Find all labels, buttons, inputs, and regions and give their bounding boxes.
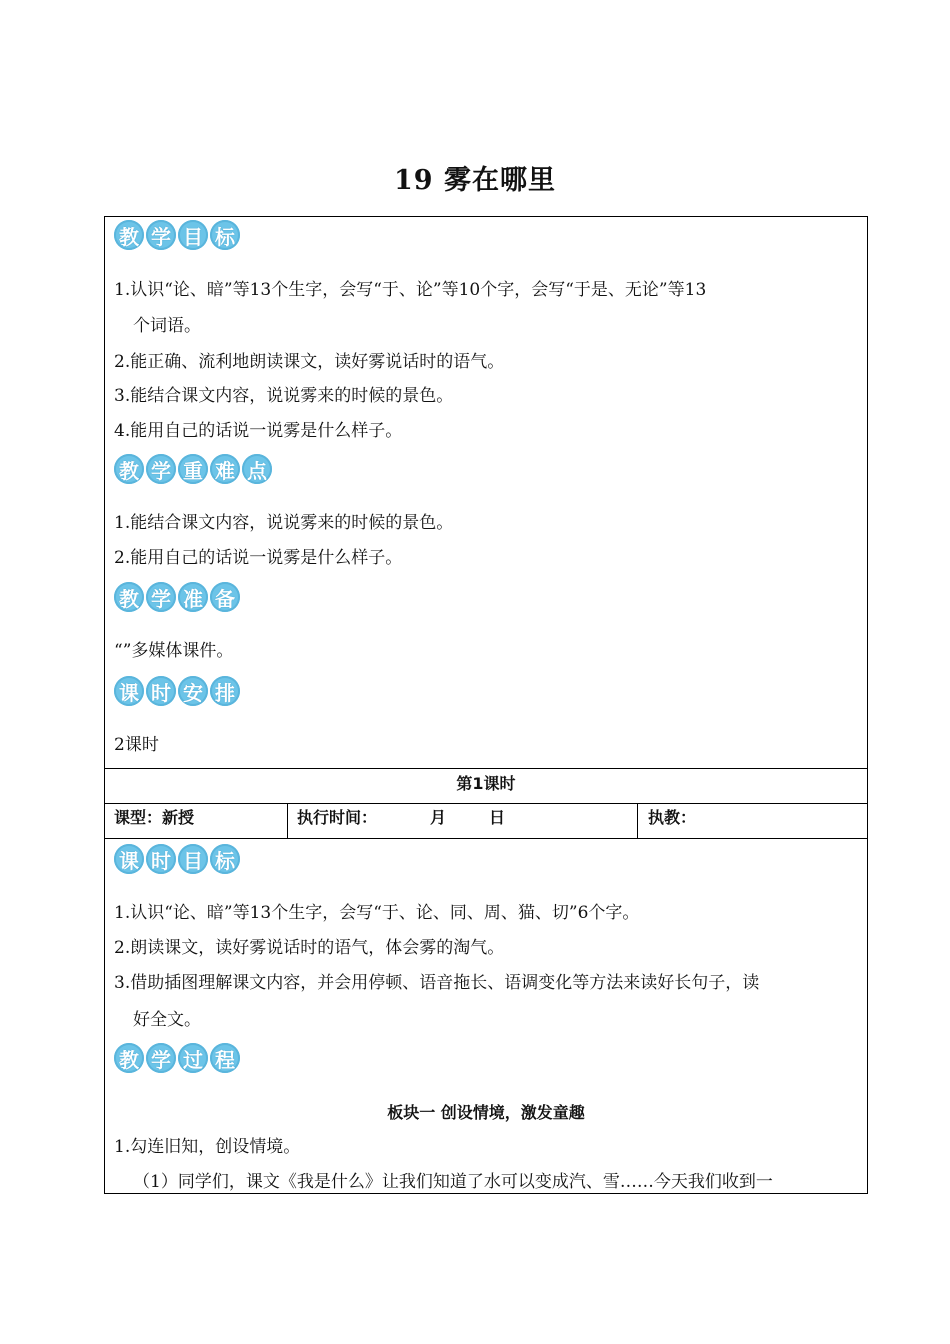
goal-item: 1.认识“论、暗”等13个生字，会写“于、论”等10个字，会写“于是、无论”等13 <box>114 280 707 300</box>
lesson-goal-item: 2.朗读课文，读好雾说话时的语气，体会雾的淘气。 <box>114 938 505 958</box>
schedule-badge: 课 时 安 排 <box>114 676 240 706</box>
page-title: 19 雾在哪里 <box>394 165 556 196</box>
goal-item: 3.能结合课文内容，说说雾来的时候的景色。 <box>114 386 454 406</box>
day-label: 日 <box>489 808 506 827</box>
lesson-header: 第1课时 <box>456 774 516 793</box>
execution-time-label: 执行时间： <box>297 808 378 827</box>
key-point-item: 1.能结合课文内容，说说雾来的时候的景色。 <box>114 513 454 533</box>
table-divider <box>104 803 868 804</box>
teaching-goals-badge: 教 学 目 标 <box>114 220 240 250</box>
preparation-text: “”多媒体课件。 <box>114 641 234 661</box>
key-points-badge: 教 学 重 难 点 <box>114 454 272 484</box>
goal-item: 个词语。 <box>133 316 201 336</box>
table-divider <box>104 1193 868 1194</box>
lesson-goal-item: 3.借助插图理解课文内容，并会用停顿、语音拖长、语调变化等方法来读好长句子，读 <box>114 973 760 993</box>
schedule-text: 2课时 <box>114 735 159 755</box>
lesson-type: 课型：新授 <box>114 808 195 827</box>
cell-divider <box>637 803 638 838</box>
process-item: （1）同学们，课文《我是什么》让我们知道了水可以变成汽、雪……今天我们收到一 <box>133 1172 773 1192</box>
table-divider <box>104 768 868 769</box>
process-item: 1.勾连旧知，创设情境。 <box>114 1137 301 1157</box>
key-point-item: 2.能用自己的话说一说雾是什么样子。 <box>114 548 403 568</box>
lesson-goal-item: 1.认识“论、暗”等13个生字，会写“于、论、同、周、猫、切”6个字。 <box>114 903 640 923</box>
goal-item: 4.能用自己的话说一说雾是什么样子。 <box>114 421 403 441</box>
section-title: 板块一 创设情境，激发童趣 <box>387 1103 585 1122</box>
lesson-goals-badge: 课 时 目 标 <box>114 844 240 874</box>
lesson-goal-item: 好全文。 <box>133 1010 201 1030</box>
table-divider <box>104 838 868 839</box>
month-label: 月 <box>430 808 447 827</box>
goal-item: 2.能正确、流利地朗读课文，读好雾说话时的语气。 <box>114 352 505 372</box>
teacher-label: 执教： <box>648 808 697 827</box>
preparation-badge: 教 学 准 备 <box>114 582 240 612</box>
process-badge: 教 学 过 程 <box>114 1043 240 1073</box>
cell-divider <box>287 803 288 838</box>
